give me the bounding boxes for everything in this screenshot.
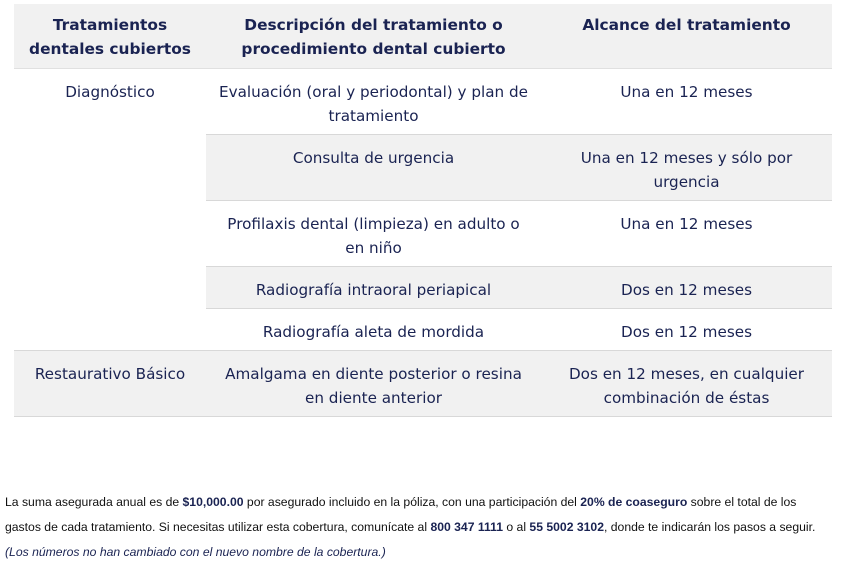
note-text: La suma asegurada anual es de bbox=[5, 495, 183, 509]
group-rows bbox=[206, 69, 832, 350]
category-cell: Diagnóstico bbox=[65, 83, 155, 101]
header-treatments: Tratamientos dentales cubiertos bbox=[29, 16, 191, 58]
table-row bbox=[206, 351, 832, 419]
description-cell: Radiografía intraoral periapical bbox=[255, 281, 492, 299]
note-text: por asegurado incluido en la póliza, con una participación del bbox=[243, 495, 581, 509]
description-cell: Radiografía aleta de mordida bbox=[262, 323, 485, 341]
table-group-restaurativo bbox=[14, 351, 832, 417]
note-amount: $10,000.00 bbox=[182, 495, 244, 509]
note-phone-1: 800 347 1111 bbox=[430, 520, 503, 534]
note-italic: (Los números no han cambiado con el nuevo nombre de la cobertura.) bbox=[5, 545, 386, 559]
table-group-diagnostico bbox=[14, 69, 832, 351]
note-coinsurance: 20% de coaseguro bbox=[580, 495, 688, 509]
header-scope: Alcance del tratamiento bbox=[582, 16, 791, 34]
table-row bbox=[206, 309, 832, 350]
description-cell: Profilaxis dental (limpieza) en adulto o en niño bbox=[227, 215, 520, 257]
note-phone-2: 55 5002 3102 bbox=[529, 520, 604, 534]
table-row bbox=[206, 201, 832, 267]
description-cell: Amalgama en diente posterior o resina en diente anterior bbox=[225, 365, 522, 407]
table-row bbox=[206, 69, 832, 135]
scope-cell: Dos en 12 meses bbox=[621, 281, 752, 299]
scope-cell: Dos en 12 meses bbox=[621, 323, 752, 341]
scope-cell: Una en 12 meses y sólo por urgencia bbox=[580, 149, 793, 191]
table-row bbox=[206, 267, 832, 309]
note-text: o al bbox=[502, 520, 530, 534]
table-row bbox=[206, 135, 832, 201]
coverage-table bbox=[14, 4, 832, 417]
note-text: , donde te indicarán los pasos a seguir. bbox=[603, 520, 816, 534]
coverage-note bbox=[5, 490, 835, 565]
table-header-row bbox=[14, 4, 832, 69]
header-description: Descripción del tratamiento o procedimiento dental cubierto bbox=[241, 16, 506, 58]
scope-cell: Una en 12 meses bbox=[620, 215, 753, 233]
category-cell: Restaurativo Básico bbox=[34, 365, 186, 383]
description-cell: Evaluación (oral y periodontal) y plan de tratamiento bbox=[219, 83, 528, 125]
scope-cell: Una en 12 meses bbox=[620, 83, 753, 101]
description-cell: Consulta de urgencia bbox=[292, 149, 455, 167]
scope-cell: Dos en 12 meses, en cualquier combinación de éstas bbox=[568, 365, 804, 407]
note-text: sobre el total de los gastos de cada tratamiento. Si necesitas utilizar esta cobertura, comunícate al bbox=[5, 495, 797, 534]
